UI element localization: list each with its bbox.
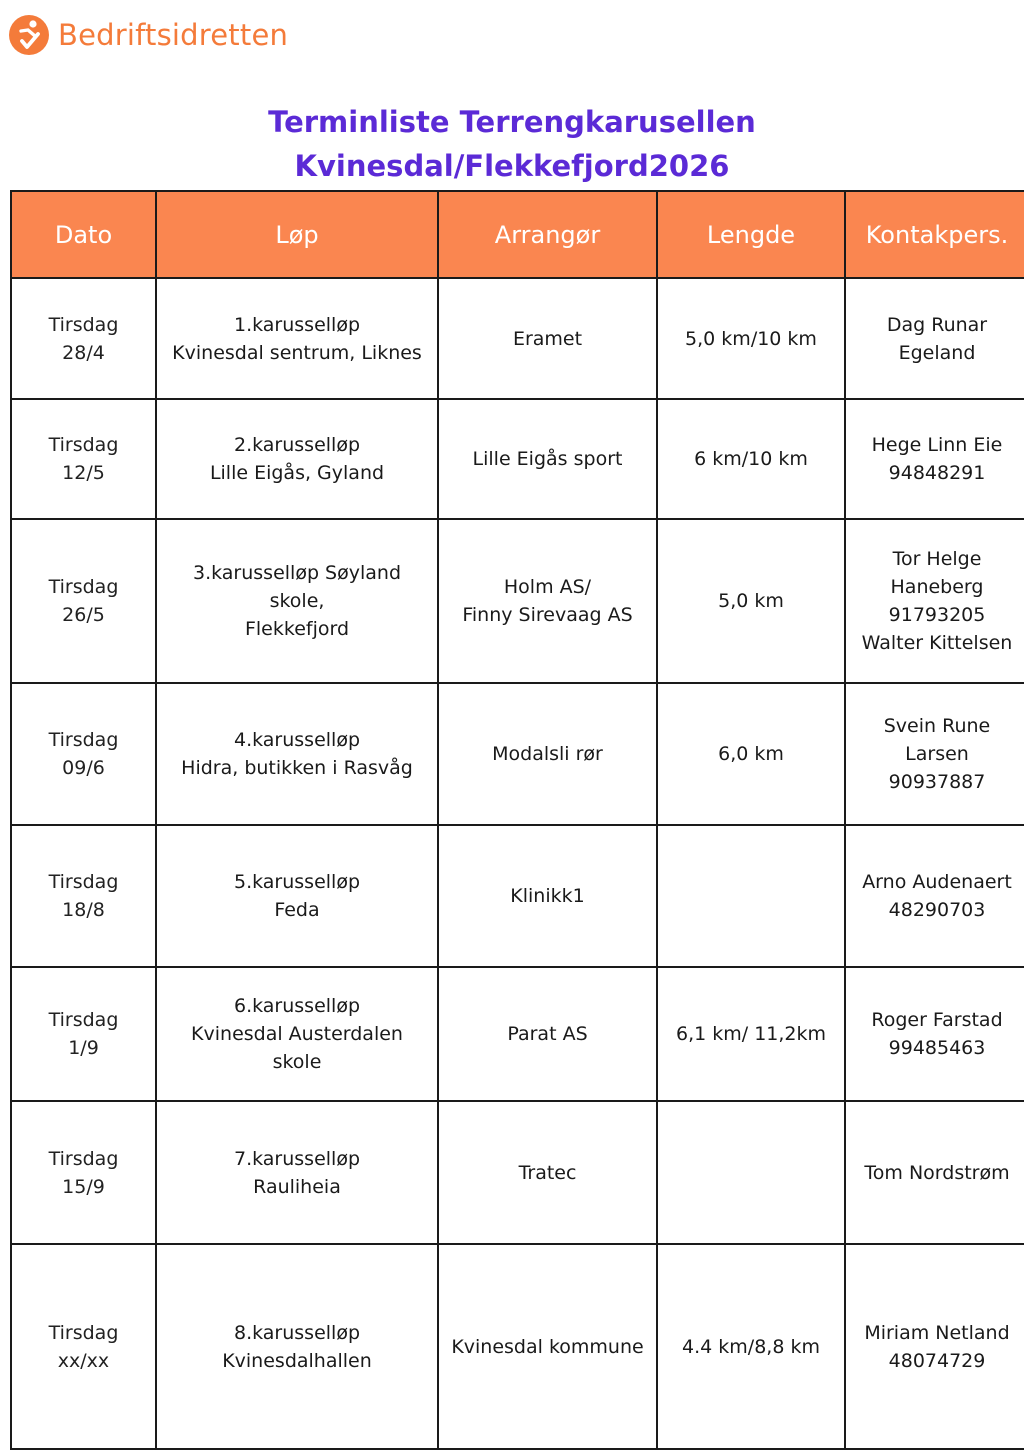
cell-race-line: Rauliheia — [253, 1175, 341, 1198]
cell-contact-line: Egeland — [898, 341, 976, 364]
cell-race — [156, 278, 438, 399]
cell-date-line: Tirsdag — [48, 871, 119, 893]
cell-length — [657, 399, 845, 519]
cell-organizer-line: Lille Eigås sport — [472, 448, 623, 470]
cell-race-line: Flekkefjord — [244, 618, 350, 640]
cell-organizer — [438, 825, 657, 967]
cell-contact-line: Hege Linn Eie — [871, 434, 1003, 456]
header-row — [11, 191, 1024, 278]
cell-length — [657, 967, 845, 1101]
cell-contact — [845, 519, 1024, 683]
cell-date-line: 28/4 — [62, 341, 105, 364]
cell-length — [657, 825, 845, 967]
cell-length — [657, 1244, 845, 1449]
cell-date-line: 09/6 — [62, 757, 105, 779]
cell-length-line: 6,1 km/ 11,2km — [675, 1023, 827, 1045]
cell-race — [156, 1101, 438, 1244]
cell-contact-line: Tor Helge — [892, 548, 982, 570]
cell-race-line: Hidra, butikken i Rasvåg — [181, 757, 413, 779]
table-row — [11, 519, 1024, 683]
cell-contact-line: Larsen — [905, 743, 969, 765]
header-contact: Kontakpers. — [845, 191, 1024, 278]
cell-contact — [845, 1244, 1024, 1449]
cell-race — [156, 519, 438, 683]
brand-name: Bedriftsidretten — [58, 17, 289, 52]
cell-organizer-line: Parat AS — [507, 1023, 588, 1045]
cell-date — [11, 967, 156, 1101]
cell-race — [156, 825, 438, 967]
cell-length-line: 4.4 km/8,8 km — [682, 1335, 820, 1358]
cell-contact-line: Arno Audenaert — [862, 871, 1012, 893]
cell-date — [11, 519, 156, 683]
cell-date — [11, 1101, 156, 1244]
cell-date-line: Tirsdag — [48, 434, 119, 456]
cell-organizer-line: Modalsli rør — [492, 743, 603, 765]
cell-contact — [845, 1101, 1024, 1244]
header-organizer: Arrangør — [438, 191, 657, 278]
cell-organizer — [438, 1244, 657, 1449]
cell-date-line: Tirsdag — [48, 1147, 119, 1170]
cell-race-line: Lille Eigås, Gyland — [209, 462, 385, 484]
cell-date-line: 26/5 — [62, 604, 105, 626]
cell-race-line: 6.karusselløp — [233, 995, 361, 1017]
cell-contact-line: 94848291 — [888, 462, 986, 484]
table-row — [11, 967, 1024, 1101]
cell-contact-line: 90937887 — [888, 771, 986, 793]
runner-check-icon — [8, 14, 50, 56]
cell-length — [657, 1101, 845, 1244]
cell-length — [657, 278, 845, 399]
header-race: Løp — [156, 191, 438, 278]
cell-date — [11, 825, 156, 967]
cell-date-line: 15/9 — [62, 1175, 105, 1198]
table-row — [11, 1244, 1024, 1449]
cell-length-line: 5,0 km — [718, 590, 784, 612]
cell-date — [11, 1244, 156, 1449]
header-date: Dato — [11, 191, 156, 278]
table-row — [11, 683, 1024, 825]
cell-contact-line: 99485463 — [888, 1037, 986, 1059]
cell-contact — [845, 967, 1024, 1101]
cell-race-line: 2.karusselløp — [233, 434, 361, 456]
cell-date-line: 18/8 — [62, 899, 105, 921]
cell-date-line: Tirsdag — [48, 729, 119, 751]
title-line-2: Kvinesdal/Flekkefjord2026 — [294, 149, 730, 183]
cell-contact-line: Svein Rune — [883, 715, 991, 737]
cell-race — [156, 1244, 438, 1449]
cell-contact — [845, 683, 1024, 825]
cell-organizer — [438, 519, 657, 683]
cell-length-line: 6 km/10 km — [694, 448, 808, 470]
cell-length — [657, 519, 845, 683]
cell-race-line: Kvinesdal sentrum, Liknes — [172, 341, 422, 364]
cell-date-line: xx/xx — [57, 1349, 110, 1372]
cell-contact-line: Walter Kittelsen — [861, 632, 1013, 654]
cell-contact-line: Tom Nordstrøm — [864, 1161, 1010, 1184]
cell-race-line: 7.karusselløp — [233, 1147, 361, 1170]
brand-header — [8, 14, 288, 56]
table-row — [11, 278, 1024, 399]
cell-organizer-line: Tratec — [518, 1161, 577, 1184]
cell-date — [11, 399, 156, 519]
cell-date — [11, 683, 156, 825]
cell-race-line: 1.karusselløp — [233, 313, 361, 336]
cell-race — [156, 967, 438, 1101]
cell-race-line: 8.karusselløp — [233, 1321, 361, 1344]
table-row — [11, 1101, 1024, 1244]
cell-contact — [845, 825, 1024, 967]
cell-contact-line: Dag Runar — [886, 313, 988, 336]
cell-organizer-line: Eramet — [512, 327, 583, 350]
cell-contact — [845, 278, 1024, 399]
cell-contact-line: 48074729 — [888, 1349, 986, 1372]
cell-length-line: 5,0 km/10 km — [685, 327, 817, 350]
cell-date — [11, 278, 156, 399]
cell-contact-line: Miriam Netland — [864, 1321, 1010, 1344]
table-row — [11, 825, 1024, 967]
cell-contact — [845, 399, 1024, 519]
cell-race-line: Kvinesdal Austerdalen — [191, 1023, 403, 1045]
table-row — [11, 399, 1024, 519]
cell-race — [156, 399, 438, 519]
cell-date-line: Tirsdag — [48, 313, 119, 336]
cell-organizer — [438, 278, 657, 399]
cell-date-line: Tirsdag — [48, 1009, 119, 1031]
cell-contact-line: 48290703 — [888, 899, 986, 921]
cell-date-line: 1/9 — [68, 1037, 99, 1059]
cell-race-line: skole — [272, 1051, 322, 1073]
cell-contact-line: 91793205 — [888, 604, 986, 626]
cell-organizer — [438, 399, 657, 519]
page-title — [0, 100, 1024, 188]
cell-organizer-line: Holm AS/ — [503, 576, 592, 598]
cell-organizer-line: Kvinesdal kommune — [451, 1335, 644, 1358]
cell-race-line: 4.karusselløp — [233, 729, 361, 751]
cell-race-line: Feda — [274, 899, 320, 921]
schedule-table — [10, 190, 1024, 1450]
cell-length — [657, 683, 845, 825]
cell-organizer-line: Klinikk1 — [510, 885, 585, 907]
cell-contact-line: Haneberg — [890, 576, 984, 598]
cell-organizer — [438, 683, 657, 825]
title-line-1: Terminliste Terrengkarusellen — [268, 105, 756, 139]
header-length: Lengde — [657, 191, 845, 278]
cell-organizer — [438, 967, 657, 1101]
cell-contact-line: Roger Farstad — [871, 1009, 1003, 1031]
cell-organizer — [438, 1101, 657, 1244]
cell-race-line: 3.karusselløp Søyland skole, — [192, 562, 402, 612]
cell-race-line: Kvinesdalhallen — [222, 1349, 372, 1372]
cell-date-line: 12/5 — [62, 462, 105, 484]
cell-length-line: 6,0 km — [718, 743, 784, 765]
cell-date-line: Tirsdag — [48, 576, 119, 598]
cell-race — [156, 683, 438, 825]
cell-race-line: 5.karusselløp — [233, 871, 361, 893]
cell-date-line: Tirsdag — [48, 1321, 119, 1344]
cell-organizer-line: Finny Sirevaag AS — [462, 604, 633, 626]
